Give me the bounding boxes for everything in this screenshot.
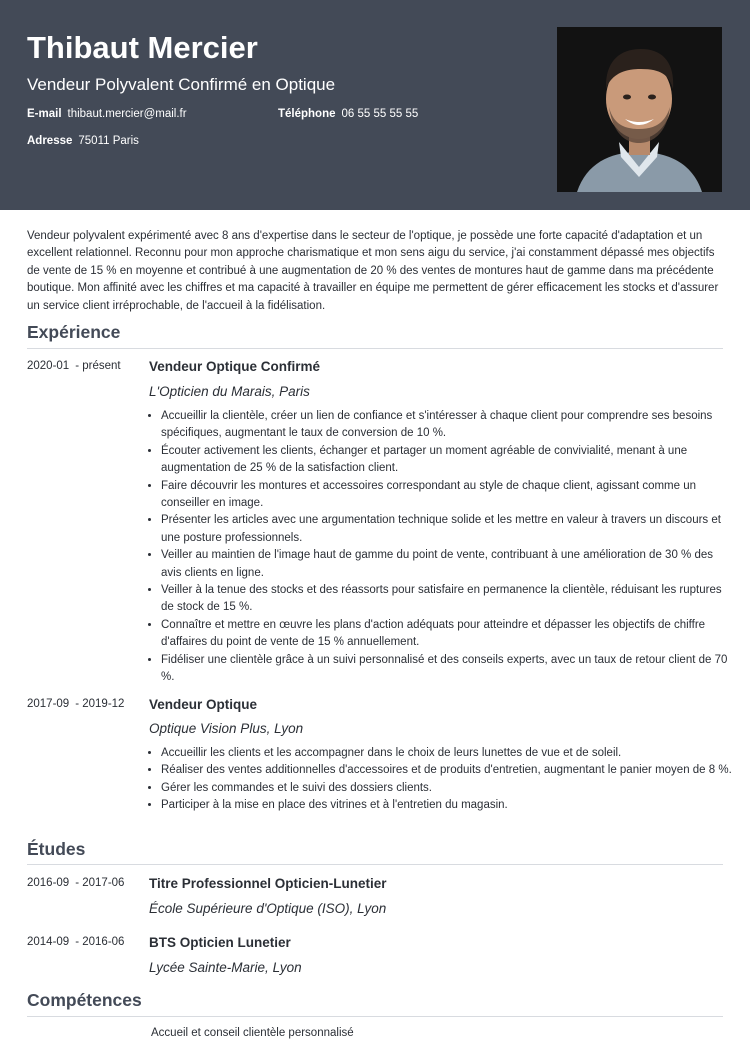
job-1-end: - présent <box>75 360 121 372</box>
education-2-start: 2014-09 <box>27 936 70 948</box>
experience-heading: Expérience <box>27 322 121 342</box>
job-2-dates <box>27 698 124 710</box>
education-divider <box>27 864 723 865</box>
skills-divider <box>27 1016 723 1017</box>
job-2-company: Optique Vision Plus, Lyon <box>149 721 304 736</box>
education-2-end: - 2016-06 <box>75 936 125 948</box>
education-1-school: École Supérieure d'Optique (ISO), Lyon <box>149 901 387 916</box>
profile-photo <box>557 27 722 192</box>
education-2-dates <box>27 936 124 948</box>
address-label: Adresse <box>27 135 73 147</box>
education-1-end: - 2017-06 <box>75 877 125 889</box>
education-1-title: Titre Professionnel Opticien-Lunetier <box>149 876 387 891</box>
education-heading: Études <box>27 839 86 859</box>
phone-label: Téléphone <box>278 108 336 120</box>
job-1-start: 2020-01 <box>27 360 70 372</box>
list-item: • Faire découvrir les montures et accessoires correspondant au style de chaque client, agissant comme un conseiller en image. <box>161 478 735 513</box>
list-item: • Présenter les articles avec une argumentation technique solide et les mettre en valeur à travers un discours et une posture professionnels. <box>161 512 735 547</box>
list-item: • Accueillir les clients et les accompagner dans le choix de leurs lunettes de vue et de soleil. <box>161 745 735 762</box>
email-label: E-mail <box>27 108 62 120</box>
address-info <box>27 135 139 147</box>
experience-divider <box>27 348 723 349</box>
job-2-bullets <box>149 745 735 815</box>
phone-info <box>278 108 418 120</box>
list-item: • Participer à la mise en place des vitrines et à l'entretien du magasin. <box>161 797 735 814</box>
list-item: • Accueillir la clientèle, créer un lien de confiance et s'intéresser à chaque client pour comprendre ses besoins spécifiques, augmentant le taux de conversion de 10 %. <box>161 408 735 443</box>
skill-item: Accueil et conseil clientèle personnalisé <box>151 1027 354 1039</box>
job-1-title: Vendeur Optique Confirmé <box>149 359 321 374</box>
candidate-name: Thibaut Mercier <box>27 30 258 65</box>
job-1-company: L'Opticien du Marais, Paris <box>149 384 310 399</box>
profile-portrait-icon <box>557 27 722 192</box>
job-1-bullets <box>149 408 735 687</box>
job-2-start: 2017-09 <box>27 698 70 710</box>
phone-value[interactable]: 06 55 55 55 55 <box>341 108 419 120</box>
list-item: • Veiller au maintien de l'image haut de gamme du point de vente, contribuant à une amélioration de 30 % des avis clients en ligne. <box>161 547 735 582</box>
email-info <box>27 108 187 120</box>
list-item: • Écouter activement les clients, échanger et partager un moment agréable de convivialité, menant à une augmentation de 25 % de la satisfaction client. <box>161 443 735 478</box>
list-item: • Fidéliser une clientèle grâce à un suivi personnalisé et des conseils experts, avec un taux de retour client de 70 %. <box>161 652 735 687</box>
job-2-title: Vendeur Optique <box>149 697 258 712</box>
list-item: • Réaliser des ventes additionnelles d'accessoires et de produits d'entretien, augmentant le panier moyen de 8 %. <box>161 762 735 779</box>
address-value: 75011 Paris <box>78 135 139 147</box>
email-value[interactable]: thibaut.mercier@mail.fr <box>67 108 187 120</box>
education-1-start: 2016-09 <box>27 877 70 889</box>
skills-heading: Compétences <box>27 990 142 1010</box>
education-2-title: BTS Opticien Lunetier <box>149 935 291 950</box>
profile-summary: Vendeur polyvalent expérimenté avec 8 ans d'expertise dans le secteur de l'optique, je possède une forte capacité d'adaptation et un excellent relationnel. Reconnu pour mon approche charismatique et mon sens aigu du service, j'ai constamment dépassé mes objectifs de vente de 15 % en moyenne et contribué à une augmentation de 20 % des ventes de montures haut de gamme dans ma précédente boutique. Mon affinité avec les chiffres et ma capacité à travailler en équipe me permettent de gérer efficacement les stocks et d'assurer un service client irréprochable, de l'accueil à la fidélisation. <box>27 230 719 312</box>
resume-header <box>0 0 750 210</box>
education-1-dates <box>27 877 124 889</box>
job-2-end: - 2019-12 <box>75 698 125 710</box>
list-item: • Connaître et mettre en œuvre les plans d'action adéquats pour atteindre et dépasser les objectifs de chiffre d'affaires du point de vente de 15 % annuellement. <box>161 617 735 652</box>
education-2-school: Lycée Sainte-Marie, Lyon <box>149 960 302 975</box>
candidate-title: Vendeur Polyvalent Confirmé en Optique <box>27 75 336 94</box>
list-item: • Gérer les commandes et le suivi des dossiers clients. <box>161 780 735 797</box>
list-item: • Veiller à la tenue des stocks et des réassorts pour satisfaire en permanence la clientèle, réduisant les ruptures de stock de 15 %. <box>161 582 735 617</box>
job-1-dates <box>27 360 121 372</box>
